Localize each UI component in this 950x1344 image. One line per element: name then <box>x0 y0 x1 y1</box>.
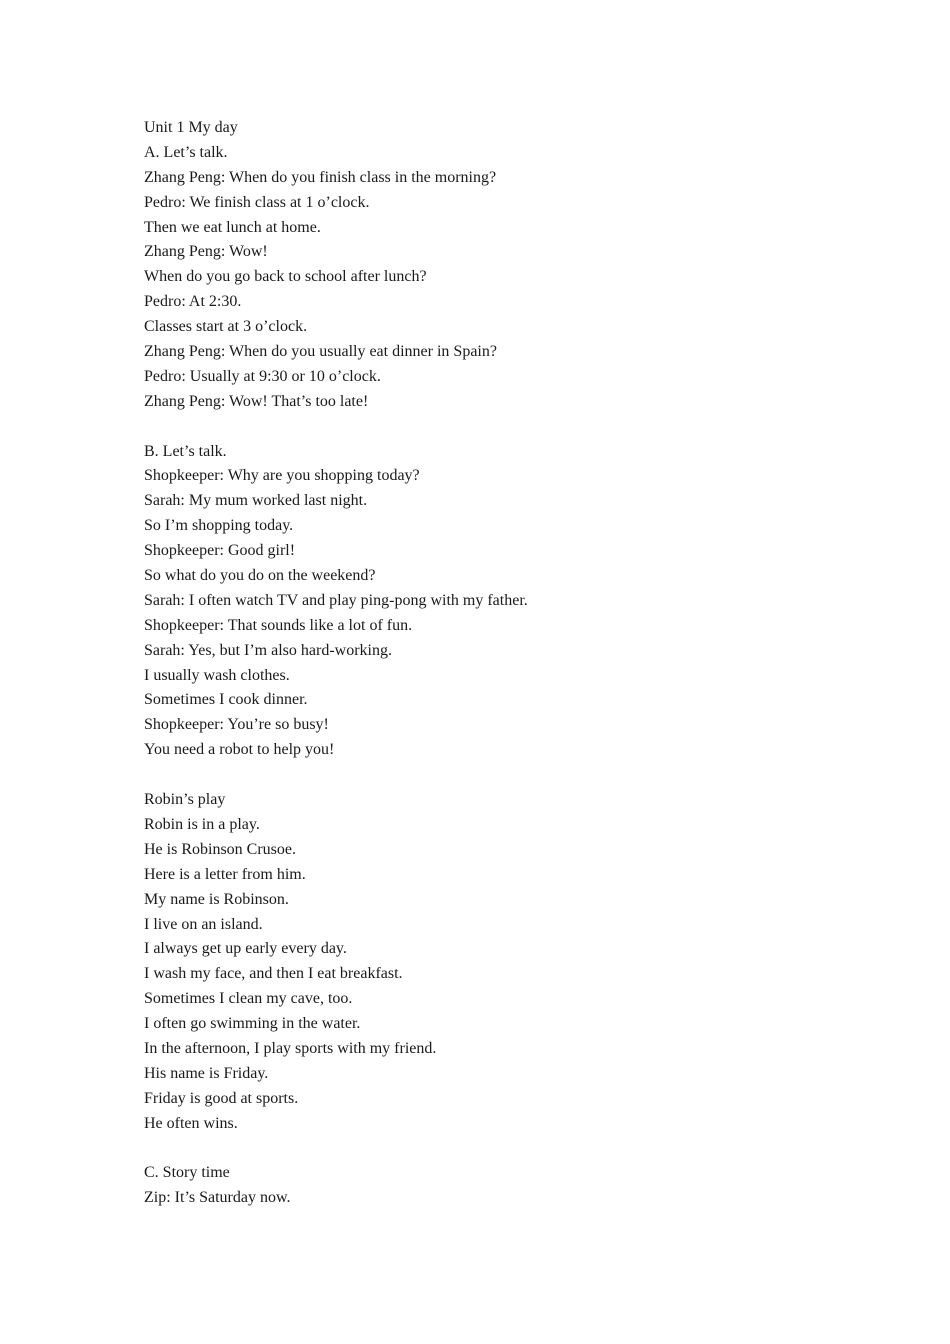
dialogue-line: I usually wash clothes. <box>144 666 290 684</box>
dialogue-line: Shopkeeper: Good girl! <box>144 542 296 560</box>
dialogue-line: Sarah: I often watch TV and play ping-pong with my father. <box>144 591 528 609</box>
story-line: I wash my face, and then I eat breakfast. <box>144 965 403 983</box>
story-line: I always get up early every day. <box>144 940 347 958</box>
dialogue-line: Shopkeeper: That sounds like a lot of fun. <box>144 616 413 634</box>
dialogue-line: Then we eat lunch at home. <box>144 218 321 236</box>
story-line: Sometimes I clean my cave, too. <box>144 990 353 1008</box>
section-a-heading: A. Let’s talk. <box>144 143 228 161</box>
dialogue-line: Sarah: My mum worked last night. <box>144 492 368 510</box>
paragraph-spacer <box>144 763 844 788</box>
dialogue-line: When do you go back to school after lunch? <box>144 268 427 286</box>
paragraph-spacer <box>144 415 844 440</box>
section-c-heading: C. Story time <box>144 1164 230 1182</box>
story-line: I often go swimming in the water. <box>144 1015 361 1033</box>
dialogue-line: Zhang Peng: When do you usually eat dinner in Spain? <box>144 343 497 361</box>
dialogue-line: Pedro: We finish class at 1 o’clock. <box>144 193 370 211</box>
story-line: His name is Friday. <box>144 1064 269 1082</box>
story-line: Robin is in a play. <box>144 815 260 833</box>
paragraph-spacer <box>144 1137 844 1162</box>
document-body <box>144 116 844 1211</box>
robins-play-heading: Robin’s play <box>144 791 226 809</box>
unit-title: Unit 1 My day <box>144 119 238 136</box>
dialogue-line: Shopkeeper: You’re so busy! <box>144 716 329 734</box>
dialogue-line: Sometimes I cook dinner. <box>144 691 308 709</box>
story-line: He often wins. <box>144 1114 238 1132</box>
dialogue-line: You need a robot to help you! <box>144 741 335 759</box>
dialogue-line: So what do you do on the weekend? <box>144 567 376 585</box>
dialogue-line: Pedro: Usually at 9:30 or 10 o’clock. <box>144 367 381 385</box>
dialogue-line: Shopkeeper: Why are you shopping today? <box>144 467 420 485</box>
dialogue-line: Zhang Peng: Wow! That’s too late! <box>144 392 369 410</box>
dialogue-line: Sarah: Yes, but I’m also hard-working. <box>144 641 392 659</box>
dialogue-line: So I’m shopping today. <box>144 517 294 535</box>
dialogue-line: Zhang Peng: Wow! <box>144 243 268 261</box>
dialogue-line: Zhang Peng: When do you finish class in the morning? <box>144 168 497 186</box>
story-line: My name is Robinson. <box>144 890 289 908</box>
section-b-heading: B. Let’s talk. <box>144 442 227 460</box>
story-line: Friday is good at sports. <box>144 1089 299 1107</box>
dialogue-line: Pedro: At 2:30. <box>144 293 242 311</box>
story-line: He is Robinson Crusoe. <box>144 840 296 858</box>
dialogue-line: Classes start at 3 o’clock. <box>144 318 308 336</box>
story-line: I live on an island. <box>144 915 263 933</box>
story-line: Here is a letter from him. <box>144 865 306 883</box>
story-line: In the afternoon, I play sports with my friend. <box>144 1039 437 1057</box>
dialogue-line: Zip: It’s Saturday now. <box>144 1189 291 1207</box>
